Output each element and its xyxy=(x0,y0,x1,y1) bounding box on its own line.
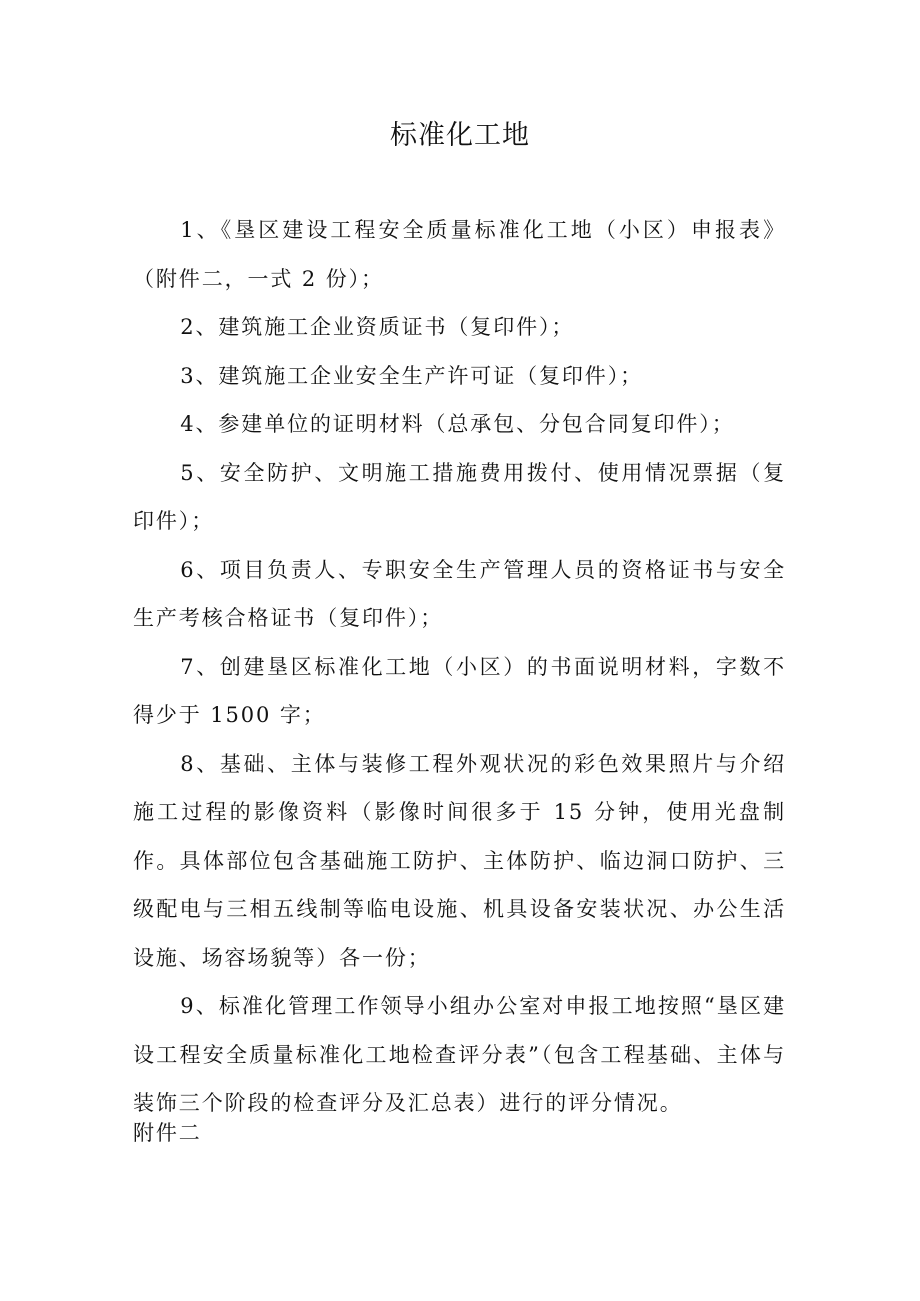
list-item: 1、《垦区建设工程安全质量标准化工地（小区）申报表》（附件二，一式 2 份）； xyxy=(133,218,786,291)
attachment-label: 附件二 xyxy=(133,1121,202,1145)
document-title: 标准化工地 xyxy=(390,120,530,151)
requirements-list xyxy=(133,206,786,1128)
list-item: 7、创建垦区标准化工地（小区）的书面说明材料，字数不得少于 1500 字； xyxy=(133,654,786,727)
list-item: 4、参建单位的证明材料（总承包、分包合同复印件）； xyxy=(180,412,735,436)
list-item: 6、项目负责人、专职安全生产管理人员的资格证书与安全生产考核合格证书（复印件）； xyxy=(133,557,786,630)
list-item: 3、建筑施工企业安全生产许可证（复印件）； xyxy=(180,363,644,388)
list-item: 9、标准化管理工作领导小组办公室对申报工地按照“垦区建设工程安全质量标准化工地检查评分表”（包含工程基础、主体与装饰三个阶段的检查评分及汇总表）进行的评分情况。 xyxy=(133,994,786,1115)
list-item: 8、基础、主体与装修工程外观状况的彩色效果照片与介绍施工过程的影像资料（影像时间很多于 15 分钟，使用光盘制作。具体部位包含基础施工防护、主体防护、临边洞口防护、三级配电与三相五线制等临电设施、机具设备安装状况、办公生活设施、场容场貌等）各一份； xyxy=(133,751,786,970)
list-item: 5、安全防护、文明施工措施费用拨付、使用情况票据（复印件）； xyxy=(133,460,786,533)
list-item: 2、建筑施工企业资质证书（复印件）； xyxy=(180,315,575,339)
